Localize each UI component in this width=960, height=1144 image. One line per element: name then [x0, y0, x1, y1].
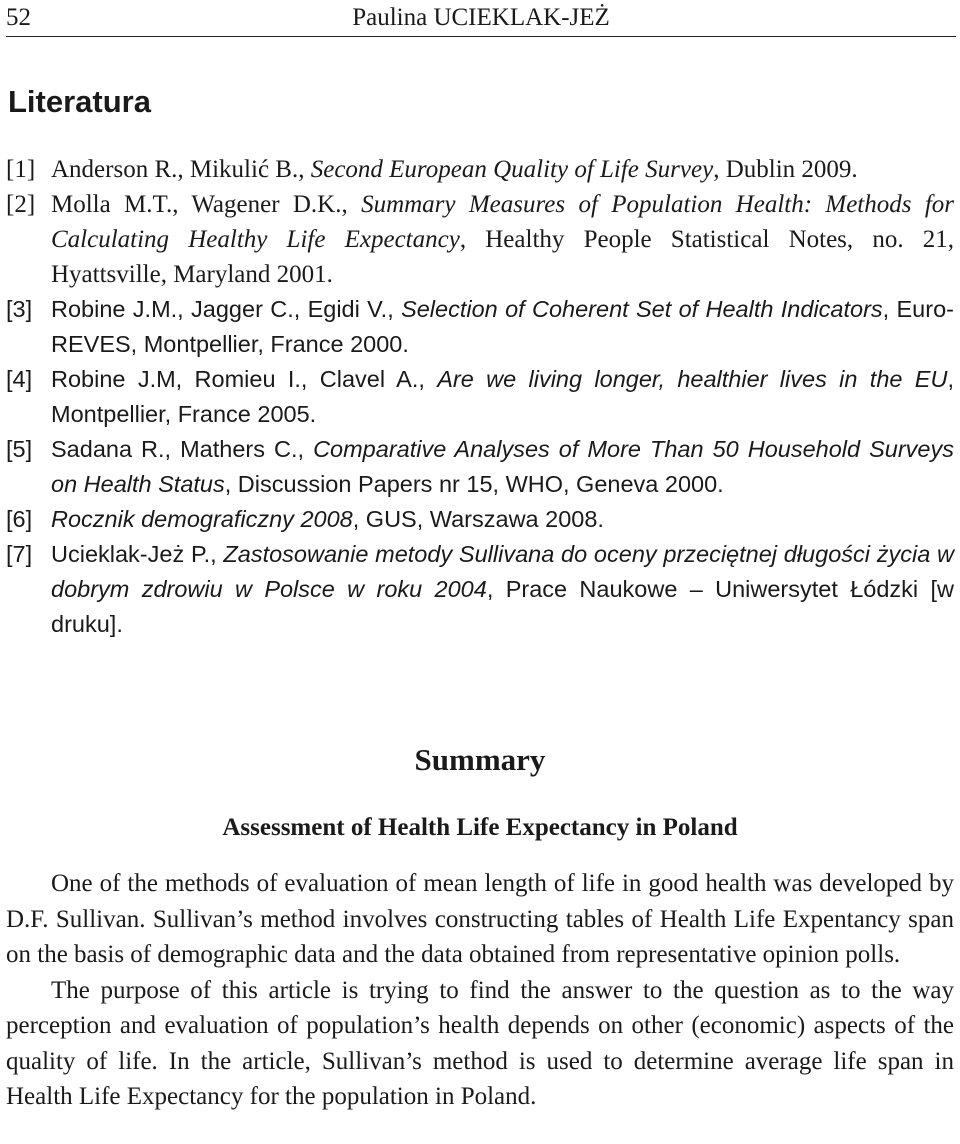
literature-heading: Literatura	[8, 84, 151, 119]
reference-title: Are we living longer, healthier lives in the EU	[437, 366, 948, 392]
reference-number: [6]	[6, 506, 33, 532]
reference-authors: Robine J.M., Jagger C., Egidi V.,	[51, 296, 402, 322]
reference-authors: Robine J.M, Romieu I., Clavel A.,	[51, 366, 438, 392]
summary-heading: Summary	[414, 742, 546, 777]
reference-item	[6, 152, 954, 187]
running-header-author: Paulina UCIEKLAK-JEŻ	[352, 4, 610, 31]
reference-title: Zastosowanie metody Sullivana do oceny przeciętnej długości życia w dobrym zdrowiu w Polsce w roku 2004	[51, 541, 954, 602]
reference-authors: Ucieklak-Jeż P.,	[51, 541, 224, 567]
abstract-paragraph: One of the methods of evaluation of mean length of life in good health was developed by D.F. Sullivan. Sullivan’s method involves constructing tables of Health Life Expentancy span on the basis of demographic data and the data obtained from representative opinion polls.	[6, 870, 954, 968]
reference-title: Selection of Coherent Set of Health Indicators	[401, 296, 883, 322]
reference-details: , Montpellier, France 2005.	[51, 366, 954, 427]
reference-item	[6, 502, 954, 537]
reference-item	[6, 292, 954, 362]
reference-number: [3]	[6, 296, 33, 322]
reference-number: [2]	[6, 191, 36, 218]
reference-details: , Euro-REVES, Montpellier, France 2000.	[51, 296, 954, 357]
reference-item	[6, 432, 954, 502]
reference-title: Rocznik demograficzny 2008	[51, 506, 353, 532]
page-number: 52	[6, 4, 31, 31]
reference-number: [5]	[6, 436, 33, 462]
reference-title: Summary Measures of Population Health: Methods for Calculating Healthy Life Expectancy	[51, 191, 954, 253]
reference-number: [7]	[6, 541, 33, 567]
reference-item	[6, 362, 954, 432]
summary-subtitle: Assessment of Health Life Expectancy in Poland	[222, 814, 738, 841]
reference-details: , Prace Naukowe – Uniwersytet Łódzki [w druku].	[51, 576, 954, 637]
summary-abstract	[6, 866, 954, 1115]
reference-item	[6, 187, 954, 292]
reference-details: , Dublin 2009.	[713, 156, 858, 183]
reference-details: , GUS, Warszawa 2008.	[352, 506, 604, 532]
running-header	[6, 2, 956, 37]
reference-authors: Sadana R., Mathers C.,	[51, 436, 314, 462]
reference-number: [1]	[6, 156, 36, 183]
reference-authors: Molla M.T., Wagener D.K.,	[51, 191, 362, 218]
reference-list	[6, 152, 954, 642]
reference-authors: Anderson R., Mikulić B.,	[51, 156, 311, 183]
reference-details: , Healthy People Statistical Notes, no. 21, Hyattsville, Maryland 2001.	[51, 226, 954, 288]
reference-title: Second European Quality of Life Survey	[310, 156, 714, 183]
reference-details: , Discussion Papers nr 15, WHO, Geneva 2000.	[224, 471, 724, 497]
reference-number: [4]	[6, 366, 33, 392]
reference-title: Comparative Analyses of More Than 50 Household Surveys on Health Status	[51, 436, 954, 497]
reference-item	[6, 537, 954, 642]
abstract-paragraph: The purpose of this article is trying to find the answer to the question as to the way perception and evaluation of population’s health depends on other (economic) aspects of the quality of life. In the article, Sullivan’s method is used to determine average life span in Health Life Expectancy for the population in Poland.	[6, 976, 954, 1110]
